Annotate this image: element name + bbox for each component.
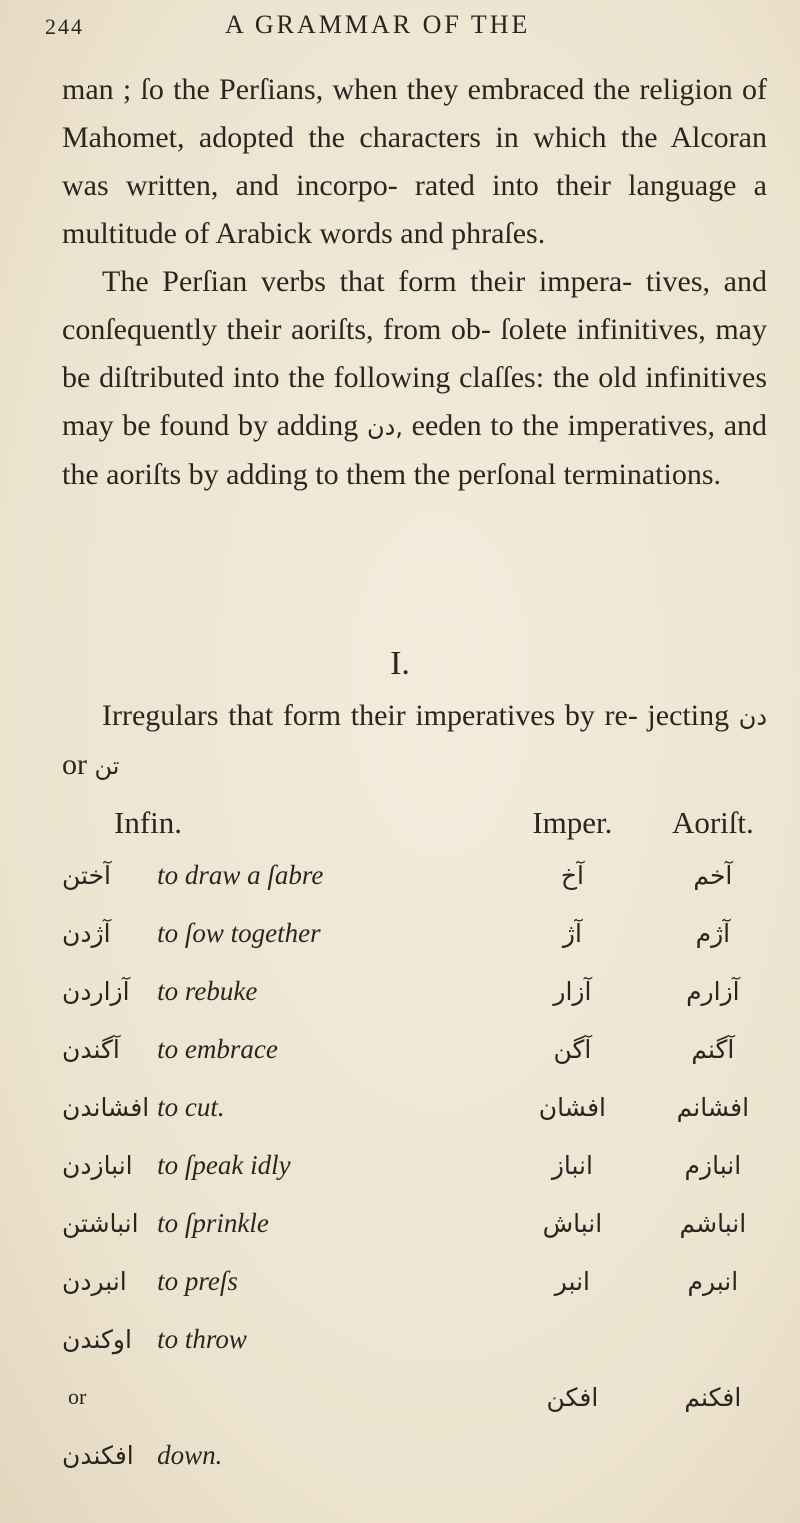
infinitive-arabic: انبازدن: [62, 1150, 133, 1180]
paragraph-2: [62, 258, 767, 499]
imperative: آگن: [553, 1034, 592, 1064]
aorist: آژم: [695, 918, 731, 948]
gloss: to ſprinkle: [157, 1207, 269, 1238]
infinitive-arabic: آزاردن: [62, 976, 130, 1006]
aorist: انبرم: [687, 1266, 739, 1296]
aorist: انبازم: [684, 1150, 742, 1180]
gloss: to cut.: [157, 1091, 225, 1122]
gloss: to rebuke: [157, 975, 258, 1006]
table-row: [62, 1078, 782, 1136]
or-word: or: [68, 1384, 87, 1409]
paragraph-1: man ; ſo the Perſians, when they embraced the religion of Mahomet, adopted the characters in which the Alcoran was written, and incorpo- rated into their language a multitude of Arabick words and phraſes.: [62, 73, 767, 250]
gloss: to embrace: [157, 1033, 278, 1064]
imperative: انباش: [542, 1208, 603, 1238]
imperative: انبر: [554, 1266, 591, 1296]
header-imper: Imper.: [532, 805, 613, 840]
paragraph-2-arabic: دن,: [367, 413, 403, 441]
table-row: [62, 846, 782, 904]
paragraph-2-text: The Perſian verbs that form their impera- tives, and conſequently their aoriſts, from ob- ſolete infinitives, may be diſtributed into the following claſſes: the old infinitives may be found by adding: [62, 265, 767, 442]
infinitive-arabic: آختن: [62, 860, 111, 890]
page-number: 244: [45, 14, 84, 39]
imperative: انباز: [551, 1150, 593, 1180]
infinitive-arabic: افشاندن: [62, 1092, 150, 1122]
section-intro-arabic-1: دن: [738, 703, 768, 731]
section-numeral: I.: [390, 645, 410, 682]
imperative: افکن: [546, 1382, 599, 1412]
aorist: آگنم: [691, 1034, 735, 1064]
section-intro-or: or: [62, 748, 87, 781]
infinitive-arabic: انباشتن: [62, 1208, 139, 1238]
aorist: آخم: [693, 860, 733, 890]
header-aorist: Aoriſt.: [671, 805, 754, 840]
table-header-row: [62, 800, 782, 846]
paragraph-2-tail: eeden to the imperatives, and the aoriſts by adding to them the perſonal terminations.: [62, 409, 768, 491]
section-intro-text: Irregulars that form their imperatives by re- jecting: [102, 699, 730, 732]
conjugation-table: [62, 800, 782, 1484]
gloss: to ſow together: [157, 917, 321, 948]
imperative: آژ: [562, 918, 582, 948]
infinitive-arabic: انبردن: [62, 1266, 127, 1296]
imperative: آزار: [553, 976, 592, 1006]
running-title: A GRAMMAR OF THE: [225, 10, 531, 39]
infinitive-arabic-2: افکندن: [62, 1440, 134, 1470]
imperative: آخ: [560, 860, 584, 890]
running-head: [45, 8, 760, 48]
table-row: [62, 1136, 782, 1194]
gloss: to draw a ſabre: [157, 859, 324, 890]
table-row: [62, 962, 782, 1020]
section-intro-arabic-2: تن: [94, 752, 120, 780]
gloss-2: down.: [157, 1439, 223, 1470]
imperative: افشان: [538, 1092, 606, 1122]
table-row: [62, 1194, 782, 1252]
section-intro: [62, 692, 767, 790]
gloss: to preſs: [157, 1265, 238, 1296]
table-row: [62, 1020, 782, 1078]
infinitive-arabic: آگندن: [62, 1034, 120, 1064]
gloss-1: to throw: [157, 1323, 247, 1354]
infinitive-arabic-1: اوکندن: [62, 1324, 132, 1354]
infinitive-arabic: آژدن: [62, 918, 111, 948]
header-infin: Infin.: [114, 805, 183, 840]
gloss: to ſpeak idly: [157, 1149, 291, 1180]
aorist: انباشم: [679, 1208, 747, 1238]
table-row: [62, 1252, 782, 1310]
aorist: افکنم: [684, 1382, 742, 1412]
table-row: [62, 904, 782, 962]
aorist: افشانم: [676, 1092, 750, 1122]
table-row-last: [62, 1310, 782, 1368]
aorist: آزارم: [686, 976, 740, 1006]
